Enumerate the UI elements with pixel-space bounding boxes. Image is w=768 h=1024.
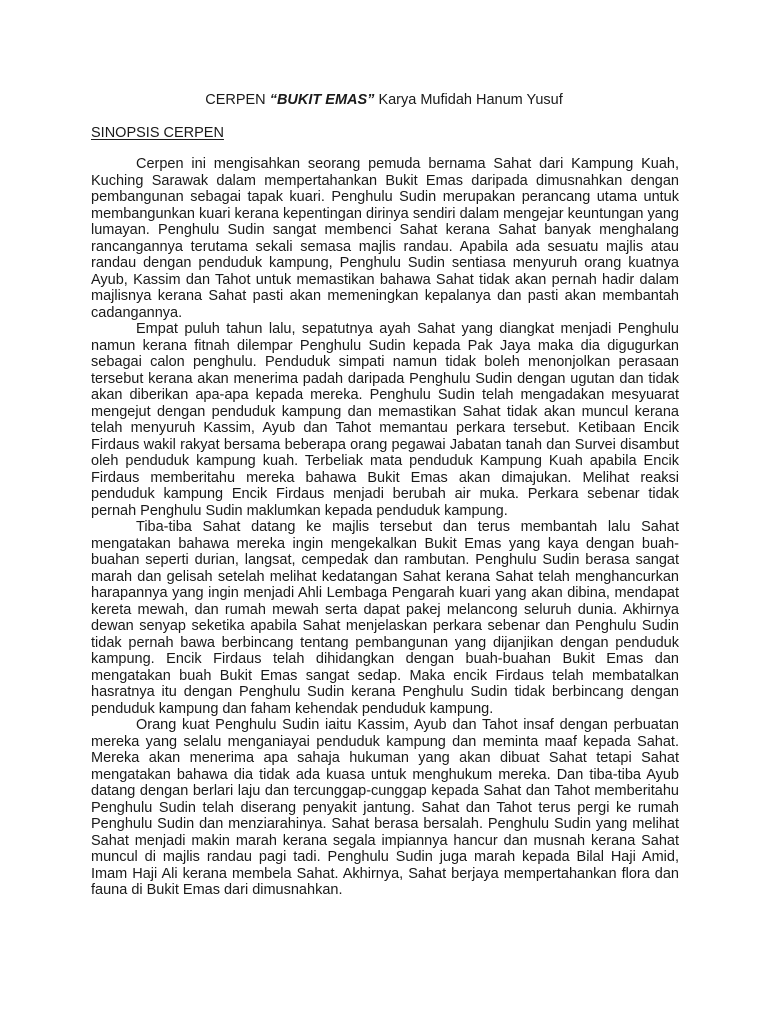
title-author: Karya Mufidah Hanum Yusuf [374,92,563,108]
synopsis-paragraph-4: Orang kuat Penghulu Sudin iaitu Kassim, Ayub dan Tahot insaf dengan perbuatan mereka yang selalu menganiayai penduduk kampung dan meminta maaf kepada Sahat. Mereka akan menerima apa sahaja hukuman yang akan dibuat Sahat tetapi Sahat mengatakan bahawa dia tidak ada kuasa untuk menghukum mereka. Dan tiba-tiba Ayub datang dengan berlari laju dan tercunggap-cunggap kepada Sahat dan Tahot memberitahu Penghulu Sudin telah diserang penyakit jantung. Sahat dan Tahot terus pergi ke rumah Penghulu Sudin dan menziarahinya. Sahat berasa bersalah. Penghulu Sudin yang melihat Sahat menjadi makin marah kerana segala impiannya hancur dan musnah kerana Sahat muncul di majlis randau pagi tadi. Penghulu Sudin juga marah kepada Bilal Haji Amid, Imam Haji Ali kerana membela Sahat. Akhirnya, Sahat berjaya mempertahankan flora dan fauna di Bukit Emas dari dimusnahkan. [91,717,679,898]
section-heading: SINOPSIS CERPEN [91,125,224,141]
title-prefix: CERPEN [205,92,270,108]
synopsis-body [91,156,679,899]
synopsis-paragraph-1: Cerpen ini mengisahkan seorang pemuda bernama Sahat dari Kampung Kuah, Kuching Sarawak dalam mempertahankan Bukit Emas daripada dimusnahkan dengan pembangunan sebagai tapak kuari. Penghulu Sudin merupakan perancang utama untuk membangunkan kuari kerana kepentingan dirinya sendiri dalam mengejar keuntungan yang lumayan. Penghulu Sudin sangat membenci Sahat kerana Sahat banyak menghalang rancangannya terutama sekali semasa majlis randau. Apabila ada sesuatu majlis atau randau dengan penduduk kampung, Penghulu Sudin sentiasa menyuruh orang kuatnya Ayub, Kassim dan Tahot untuk memastikan bahawa Sahat tidak akan pernah hadir dalam majlisnya kerana Sahat pasti akan memeningkan kepalanya dan pasti akan membantah cadangannya. [91,156,679,321]
title-story-name: “BUKIT EMAS” [269,92,375,108]
synopsis-paragraph-3: Tiba-tiba Sahat datang ke majlis tersebut dan terus membantah lalu Sahat mengatakan bahawa mereka ingin mengekalkan Bukit Emas yang kaya dengan buah-buahan seperti durian, langsat, cempedak dan rambutan. Penghulu Sudin berasa sangat marah dan gelisah setelah melihat kedatangan Sahat kerana Sahat telah menghancurkan harapannya yang ingin menjadi Ahli Lembaga Pengarah kuari yang akan dibina, mendapat kereta mewah, dan rumah mewah serta dapat pakej melancong seluruh dunia. Akhirnya dewan senyap seketika apabila Sahat menjelaskan perkara sebenar dan Penghulu Sudin tidak pernah bawa berbincang tentang pembangunan yang dijanjikan dengan penduduk kampung. Encik Firdaus telah dihidangkan dengan buah-buahan Bukit Emas dan mengatakan buah Bukit Emas sangat sedap. Maka encik Firdaus telah membatalkan hasratnya itu dengan Penghulu Sudin kerana Penghulu Sudin tidak berbincang dengan penduduk kampung dan faham kehendak penduduk kampung. [91,519,679,717]
synopsis-paragraph-2: Empat puluh tahun lalu, sepatutnya ayah Sahat yang diangkat menjadi Penghulu namun kerana fitnah dilempar Penghulu Sudin kepada Pak Jaya maka dia digugurkan sebagai calon penghulu. Penduduk simpati namun tidak boleh menonjolkan perasaan tersebut kerana akan menerima padah daripada Penghulu Sudin dengan ugutan dan tidak akan diberikan apa-apa kepada mereka. Penghulu Sudin telah mengadakan mesyuarat mengejut dengan penduduk kampung dan memastikan Sahat tidak akan muncul kerana telah menyuruh Kassim, Ayub dan Tahot memantau perkara tersebut. Ketibaan Encik Firdaus wakil rakyat bersama beberapa orang pegawai Jabatan tanah dan Survei disambut oleh penduduk kampung kuah. Terbeliak mata penduduk Kampung Kuah apabila Encik Firdaus memberitahu mereka bahawa Bukit Emas akan dimajukan. Melihat reaksi penduduk kampung Encik Firdaus menjadi berubah air muka. Perkara sebenar tidak pernah Penghulu Sudin maklumkan kepada penduduk kampung. [91,321,679,519]
document-title [0,91,768,109]
